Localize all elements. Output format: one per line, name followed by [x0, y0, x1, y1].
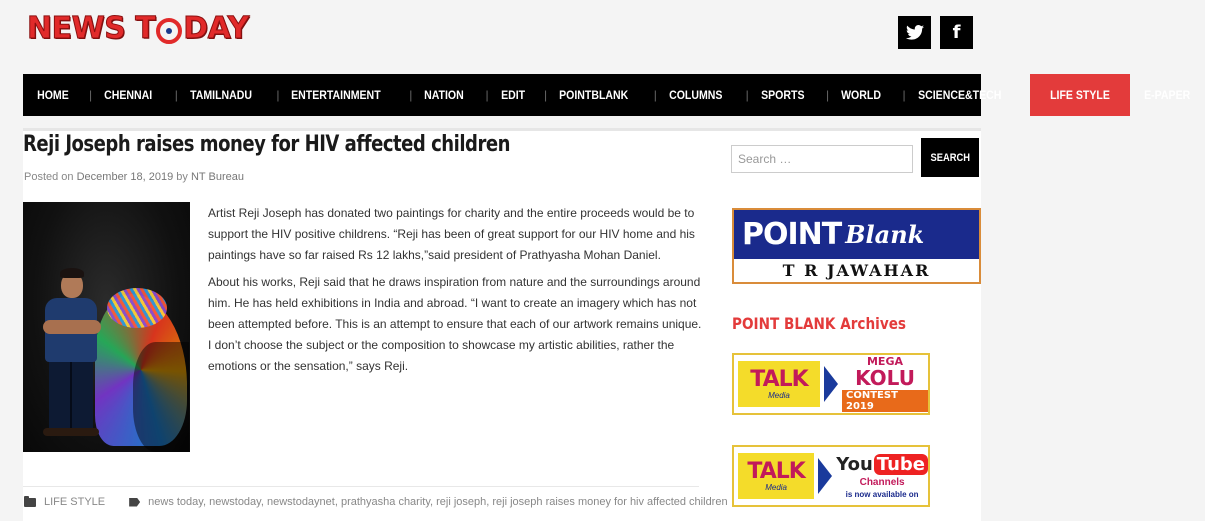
pointblank-subtitle: Blank [845, 220, 925, 249]
article-divider [23, 486, 699, 487]
article-title: Reji Joseph raises money for HIV affected children [23, 132, 510, 157]
article-photo [23, 202, 190, 452]
nav-separator: | [89, 88, 93, 102]
facebook-button[interactable] [940, 16, 973, 49]
nav-separator: | [826, 88, 830, 102]
arrow-right-icon [818, 458, 832, 494]
youtube-text [836, 454, 928, 499]
nav-separator: | [543, 88, 548, 102]
article-meta [24, 171, 244, 183]
search-input[interactable] [731, 145, 913, 173]
youtube-logo [836, 454, 928, 475]
by-label: by [176, 171, 188, 183]
nav-item-home[interactable]: HOME [37, 88, 69, 102]
arrow-right-icon [824, 366, 838, 402]
talk-logo-text: TALK [747, 458, 805, 484]
posted-on-label: Posted on [24, 171, 74, 183]
tag-icon [129, 498, 140, 507]
youtube-channels-ad[interactable] [732, 445, 930, 507]
nav-item-world[interactable]: WORLD [841, 88, 882, 102]
contest-label: CONTEST 2019 [842, 390, 928, 412]
archives-heading: POINT BLANK Archives [732, 314, 907, 333]
talk-media-logo [738, 453, 814, 499]
nav-separator: | [485, 88, 489, 102]
nav-separator: | [902, 88, 906, 102]
tags-links[interactable]: news today, newstoday, newstodaynet, prathyasha charity, reji joseph, reji joseph raises money for hiv affected children [148, 496, 728, 508]
logo-o-mark-icon [156, 18, 182, 44]
logo-text-part2: DAY [183, 10, 249, 46]
talk-logo-text: TALK [750, 366, 808, 392]
facebook-icon: f [952, 22, 961, 43]
nav-separator: | [745, 88, 749, 102]
nav-separator: | [409, 88, 413, 102]
horse-shade-shape [133, 342, 189, 452]
nav-item-e-paper[interactable]: E-PAPER [1144, 88, 1191, 102]
nav-item-science-tech[interactable]: SCIENCE&TECH [917, 88, 1002, 102]
nav-item-sports[interactable]: SPORTS [760, 88, 805, 102]
pointblank-title: POINT [742, 217, 842, 252]
pointblank-author: T R JAWAHAR [782, 261, 931, 280]
nav-item-entertainment[interactable]: ENTERTAINMENT [291, 88, 382, 102]
article-footer-meta [24, 496, 728, 508]
mega-kolu-text [842, 356, 928, 412]
category-link[interactable]: LIFE STYLE [44, 496, 106, 508]
man-legs-shape [49, 360, 93, 430]
media-logo-text: Media [768, 390, 790, 400]
nav-item-columns[interactable]: COLUMNS [668, 88, 723, 102]
twitter-button[interactable] [898, 16, 931, 49]
horse-mane-shape [107, 288, 167, 328]
folder-icon [24, 498, 36, 507]
nav-separator: | [653, 88, 657, 102]
pointblank-banner-top [734, 210, 979, 259]
nav-separator: | [174, 88, 178, 102]
nav-item-chennai[interactable]: CHENNAI [104, 88, 153, 102]
youtube-tube: Tube [874, 454, 928, 475]
site-logo[interactable] [27, 10, 249, 46]
kolu-label: KOLU [855, 366, 915, 390]
pointblank-banner[interactable] [732, 208, 981, 284]
search-button[interactable] [921, 138, 979, 177]
article-author-link[interactable]: NT Bureau [190, 171, 244, 183]
mega-kolu-ad[interactable] [732, 353, 930, 415]
nav-item-edit[interactable]: EDIT [500, 88, 525, 102]
mega-label: MEGA [866, 355, 903, 368]
man-hair-shape [60, 268, 84, 278]
nav-item-nation[interactable]: NATION [424, 88, 465, 102]
nav-item-tamilnadu[interactable]: TAMILNADU [190, 88, 252, 102]
article-paragraph-2: About his works, Reji said that he draws inspiration from nature and the surroundings around him. He has held exhibitions in India and abroad. “I want to create an imagery which has not been attempted before. This is an attempt to ensure that each of our artwork remains unique. I don’t choose the subject or the composition to showcase my artistic abilities, rather the emotions or the sensation,” says Reji. [208, 275, 702, 373]
man-arms-shape [43, 320, 101, 334]
search-button-label: SEARCH [930, 151, 970, 164]
social-links [898, 16, 973, 49]
nav-item-pointblank[interactable]: POINTBLANK [559, 88, 629, 102]
media-logo-text: Media [765, 482, 787, 492]
nav-separator: | [276, 88, 280, 102]
talk-media-logo [738, 361, 820, 407]
logo-text-part1: NEWS T [27, 10, 156, 46]
article-paragraph-1: Artist Reji Joseph has donated two paintings for charity and the entire proceeds would be to support the HIV positive childrens. “Reji has been of great support for our HIV home and his paintings have so far raised Rs 12 lakhs,”said president of Prathyasha Mohan Daniel. [208, 206, 695, 262]
available-on-label: is now available on [845, 489, 919, 499]
youtube-you: You [836, 453, 873, 475]
nav-item-life-style[interactable] [1030, 74, 1130, 116]
main-nav [23, 74, 1191, 116]
channels-label: Channels [859, 476, 905, 488]
article-date-link[interactable]: December 18, 2019 [76, 171, 174, 183]
twitter-icon [906, 25, 924, 40]
nav-item-life-style-label: LIFE STYLE [1050, 88, 1111, 102]
man-feet-shape [43, 428, 99, 436]
